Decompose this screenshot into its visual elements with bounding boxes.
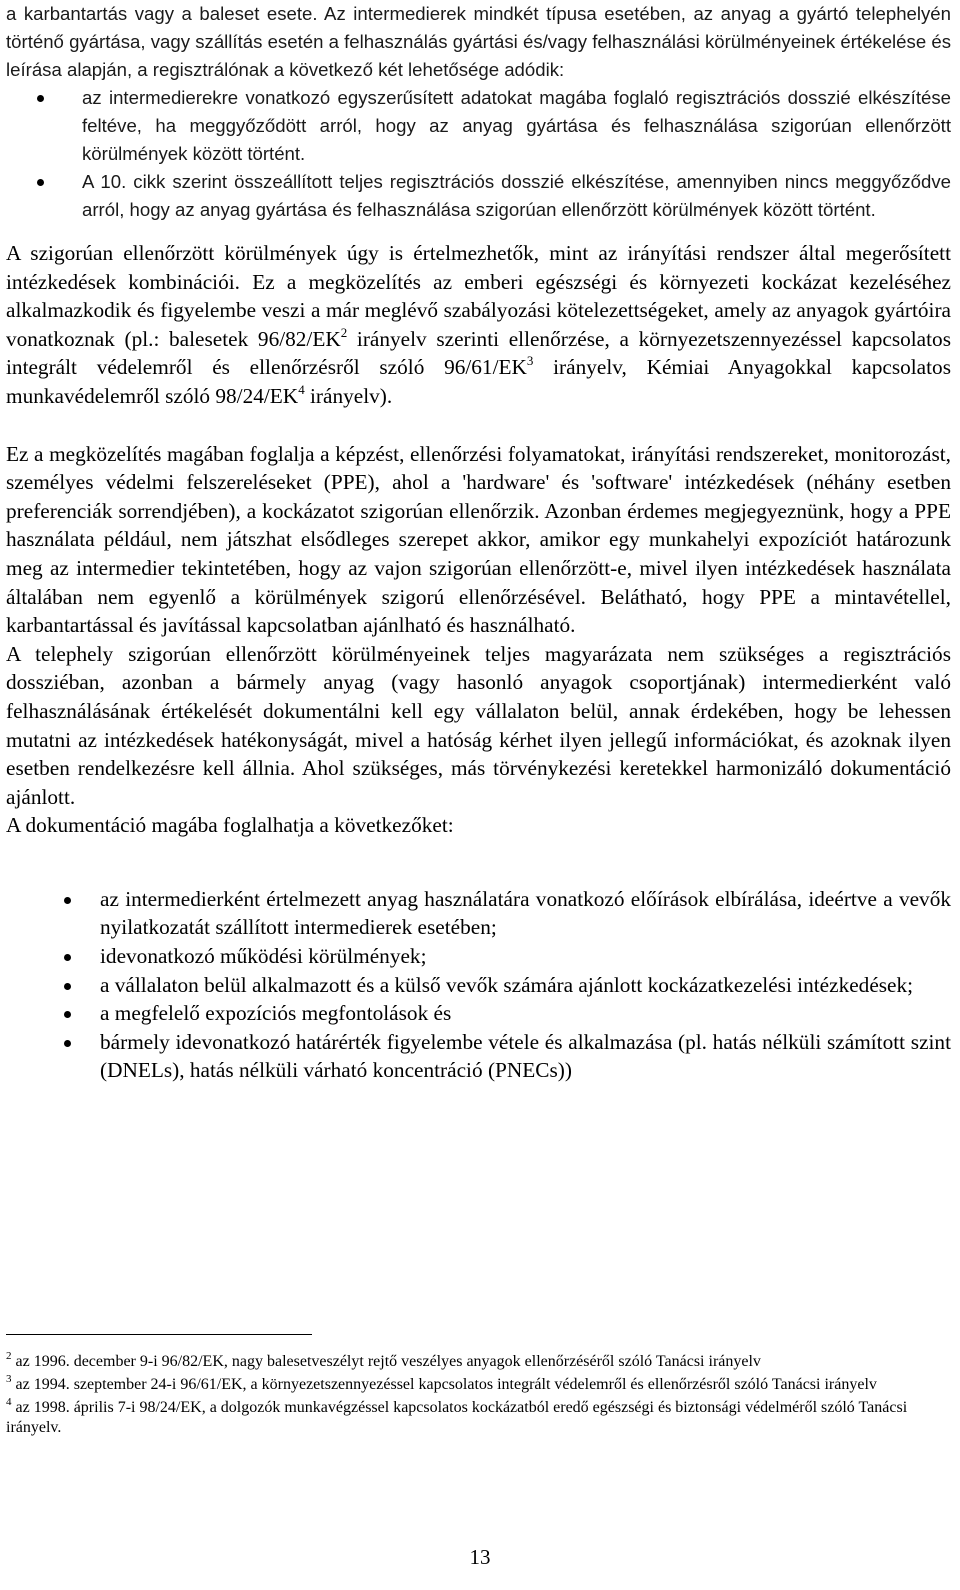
list-item-text: a megfelelő expozíciós megfontolások és (100, 1001, 452, 1026)
list-item-text: az intermedierekre vonatkozó egyszerűsített adatokat magába foglaló regisztrációs dosszié elkészítése feltéve, ha meggyőződött arról, hogy az anyag gyártása és felhasználása szigorúan ellenőrzött körülmények között történt. (82, 87, 951, 164)
documentation-list (6, 885, 951, 1085)
intro-paragraph: a karbantartás vagy a baleset esete. Az intermedierek mindkét típusa esetében, az anyag a gyártó telephelyén történő gyártása, vagy szállítás esetén a felhasználás gyártási és/vagy felhasználási körülményeinek értékelése és leírása alapján, a regisztrálónak a következő két lehetősége adódik: (6, 3, 951, 80)
footnote-divider (6, 1334, 312, 1335)
strictly-controlled-paragraph: A szigorúan ellenőrzött körülmények úgy is értelmezhetők, mint az irányítási rendszer által megerősített intézkedések kombinációi. Ez a megközelítés az emberi egészségi és környezeti kockázat kezeléséhez alkalmazkodik és figyelembe veszi a már meglévő szabályozási kötelezettségeket, amely az anyagok gyártóira vonatkoznak (pl.: balesetek $96/82/EK^2$ irányelv szerinti ellenőrzése, a környezetszennyezéssel kapcsolatos integrált védelemről és ellenőrzésről szóló $96/61/EK^3$ irányelv, Kémiai Anyagokkal kapcsolatos munkavédelemről szóló $98/24/EK^4$ irányelv). (6, 241, 951, 408)
footnote-ref: 2 (340, 324, 348, 340)
list-item-text: idevonatkozó működési körülmények; (100, 944, 427, 969)
list-item (6, 1028, 951, 1085)
list-item (6, 168, 951, 224)
footnote (6, 1375, 951, 1395)
registration-options-list (6, 84, 951, 224)
footnote-ref: 3 (526, 353, 534, 369)
site-conditions-paragraph: A telephely szigorúan ellenőrzött körülményeinek teljes magyarázata nem szükséges a regisztrációs dossziéban, azonban a bármely anyag (vagy hasonló anyagok csoportjának) intermedierként való felhasználásának értékelését dokumentálni kell egy vállalaton belül, annak érdekében, hogy be lehessen mutatni az intézkedések hatékonyságát, mivel a hatóság kérhet ilyen jellegű információkat, és azoknak ilyen esetben rendelkezésre kell állnia. Ahol szükséges, más törvénykezési keretekkel harmonizáló dokumentáció ajánlott. (6, 641, 951, 809)
bullet-icon (64, 954, 71, 961)
list-item (6, 942, 951, 971)
footnote-number: 2 (6, 1350, 12, 1362)
footnote-text: az 1998. április 7-i 98/24/EK, a dolgozók munkavégzéssel kapcsolatos kockázatból eredő egészségi és biztonsági védelméről szóló Tanácsi irányelv. (6, 1399, 908, 1436)
footnote-text: az 1996. december 9-i 96/82/EK, nagy balesetveszélyt rejtő veszélyes anyagok ellenőrzéséről szóló Tanácsi irányelv (11, 1353, 761, 1370)
footnotes (6, 1352, 951, 1441)
bullet-icon (64, 897, 71, 904)
list-item-text: bármely idevonatkozó határérték figyelembe vétele és alkalmazása (pl. hatás nélküli számított szint (DNELs), hatás nélküli várható koncentráció (PNECs)) (100, 1029, 951, 1083)
footnote-number: 3 (6, 1373, 12, 1385)
document-page (6, 0, 951, 1085)
list-item (6, 999, 951, 1028)
approach-paragraph: Ez a megközelítés magában foglalja a képzést, ellenőrzési folyamatokat, irányítási rendszereket, monitorozást, személyes védelmi felszereléseket (PPE), ahol a 'hardware' és 'software' intézkedések (néhány esetben preferenciák sorrendjében), a kockázatot szigorúan ellenőrzik. Azonban érdemes megjegyeznünk, hogy a PPE használata például, nem játszhat elsődleges szerepet akkor, amikor egy munkahelyi expozíciót határozunk meg az intermedier tekintetében, hogy az vajon szigorúan ellenőrzött-e, mivel ilyen intézkedések használata általában nem egyenlő a körülmények szigorú ellenőrzésével. Belátható, hogy PPE a mintavétellel, karbantartással és javítással kapcsolatban ajánlható és használható. (6, 441, 951, 638)
list-item (6, 84, 951, 168)
bullet-icon (64, 1011, 71, 1018)
list-item-text: a vállalaton belül alkalmazott és a külső vevők számára ajánlott kockázatkezelési intézkedések; (100, 972, 914, 997)
bullet-icon (64, 1040, 71, 1047)
footnote (6, 1352, 951, 1372)
bullet-icon (37, 95, 44, 102)
list-item (6, 885, 951, 942)
bullet-icon (37, 179, 44, 186)
footnote (6, 1398, 951, 1438)
footnote-number: 4 (6, 1396, 12, 1408)
bullet-icon (64, 983, 71, 990)
list-item-text: A 10. cikk szerint összeállított teljes regisztrációs dosszié elkészítése, amennyiben nincs meggyőződve arról, hogy az anyag gyártása és felhasználása szigorúan ellenőrzött körülmények között történt. (82, 171, 951, 220)
footnote-ref: 4 (298, 381, 305, 397)
list-item (6, 971, 951, 1000)
footnote-text: az 1994. szeptember 24-i 96/61/EK, a környezetszennyezéssel kapcsolatos integrált védelemről és ellenőrzésről szóló Tanácsi irányelv (11, 1376, 877, 1393)
page-number: 13 (469, 1545, 491, 1569)
list-item-text: az intermedierként értelmezett anyag használatára vonatkozó előírások elbírálása, ideértve a vevők nyilatkozatát szállított intermedierek esetében; (100, 886, 951, 940)
documentation-intro: A dokumentáció magába foglalhatja a következőket: (6, 813, 454, 838)
